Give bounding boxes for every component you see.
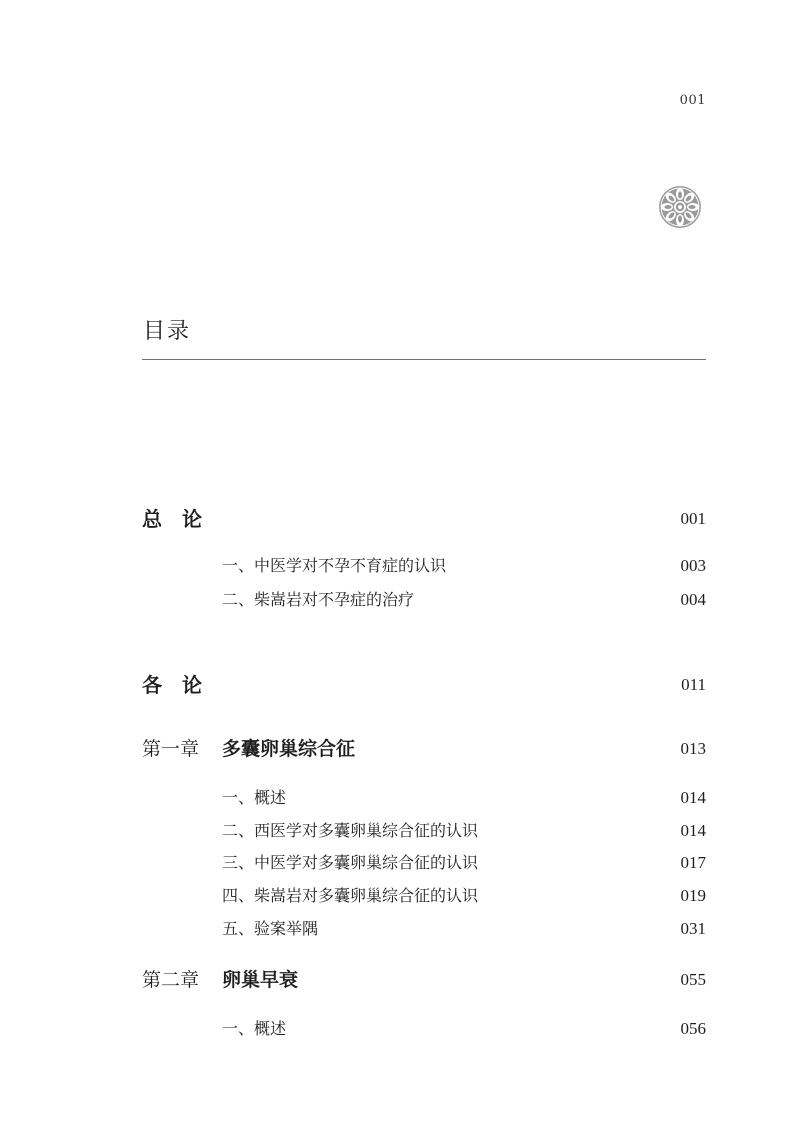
toc-entry-page: 014 bbox=[680, 821, 706, 840]
toc-entry-page: 013 bbox=[680, 739, 706, 758]
chapter-number: 第二章 bbox=[142, 969, 200, 991]
toc-entry-page: 011 bbox=[681, 675, 706, 694]
toc-entry-section[interactable] bbox=[142, 882, 706, 910]
toc-entry-label: 五、验案举隅 bbox=[222, 919, 319, 938]
toc-entry-page: 056 bbox=[680, 1019, 706, 1038]
toc-entry-page: 001 bbox=[680, 509, 706, 528]
toc-entry-label: 一、概述 bbox=[222, 1019, 287, 1038]
chapter-number: 第一章 bbox=[142, 738, 200, 760]
toc-entry-specific-discussion[interactable] bbox=[142, 671, 706, 699]
toc-entry-label: 四、柴嵩岩对多囊卵巢综合征的认识 bbox=[222, 886, 479, 905]
toc-entry-chapter-2[interactable] bbox=[142, 966, 706, 994]
page-number: 001 bbox=[679, 93, 706, 108]
toc-entry-page: 003 bbox=[680, 556, 706, 575]
toc-entry-section[interactable] bbox=[142, 586, 706, 614]
chapter-title: 多囊卵巢综合征 bbox=[222, 738, 356, 760]
toc-entry-label bbox=[142, 966, 298, 994]
title-divider bbox=[142, 359, 706, 360]
toc-entry-label: 三、中医学对多囊卵巢综合征的认识 bbox=[222, 853, 479, 872]
toc-entry-section[interactable] bbox=[142, 784, 706, 812]
toc-entry-label: 总 论 bbox=[142, 507, 202, 531]
toc-entry-section[interactable] bbox=[142, 849, 706, 877]
chapter-title: 卵巢早衰 bbox=[222, 969, 299, 991]
toc-entry-section[interactable] bbox=[142, 1015, 706, 1043]
toc-entry-chapter-1[interactable] bbox=[142, 735, 706, 763]
toc-entry-label: 二、柴嵩岩对不孕症的治疗 bbox=[222, 590, 415, 609]
toc-entry-label: 二、西医学对多囊卵巢综合征的认识 bbox=[222, 821, 479, 840]
toc-title: 目录 bbox=[143, 319, 192, 344]
toc-entry-page: 019 bbox=[680, 886, 706, 905]
toc-entry-general-discussion[interactable] bbox=[142, 505, 706, 533]
toc-entry-section[interactable] bbox=[142, 915, 706, 943]
toc-entry-page: 055 bbox=[680, 970, 706, 989]
toc-entry-section[interactable] bbox=[142, 817, 706, 845]
toc-entry-label: 一、中医学对不孕不育症的认识 bbox=[222, 556, 447, 575]
toc-entry-page: 017 bbox=[680, 853, 706, 872]
toc-entry-section[interactable] bbox=[142, 552, 706, 580]
toc-entry-label bbox=[142, 735, 355, 763]
toc-entry-page: 004 bbox=[680, 590, 706, 609]
toc-entry-label: 各 论 bbox=[142, 673, 202, 697]
toc-entry-label: 一、概述 bbox=[222, 788, 287, 807]
toc-entry-page: 014 bbox=[680, 788, 706, 807]
lotus-rosette-icon bbox=[658, 185, 702, 229]
toc-entry-page: 031 bbox=[680, 919, 706, 938]
